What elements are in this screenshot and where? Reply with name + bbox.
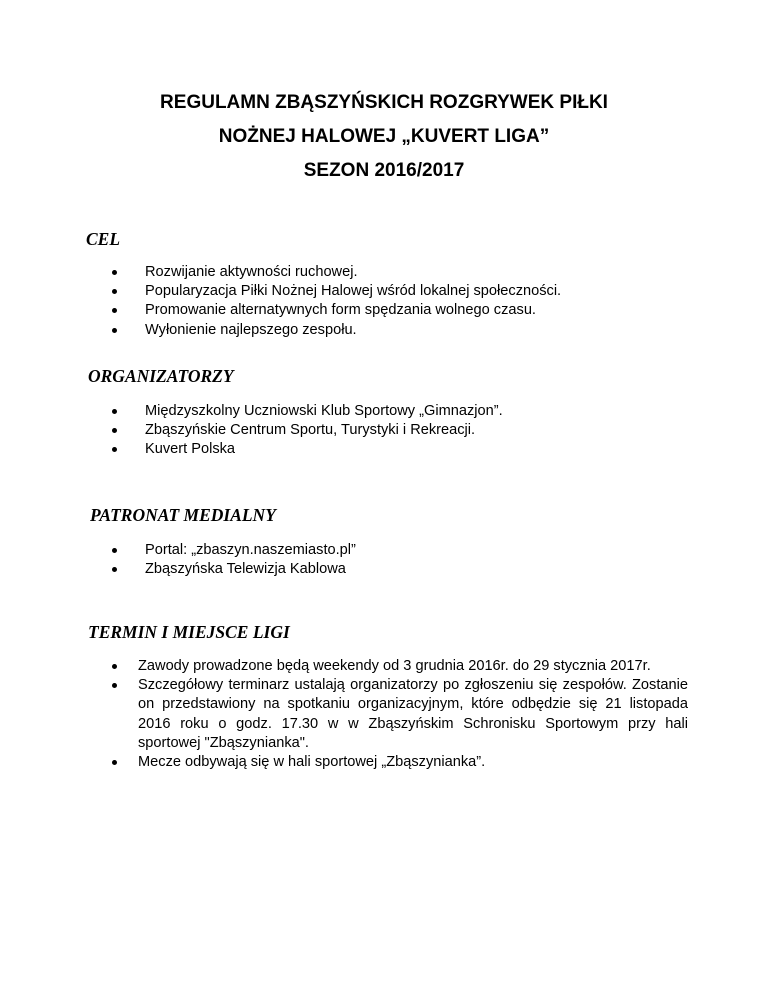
list-item: Szczegółowy terminarz ustalają organizatorzy po zgłoszeniu się zespołów. Zostanie on przedstawiony na spotkaniu organizacyjnym, które odbędzie się 21 listopada 2016 roku o godz. 17.30 w w Zbąszyńskim Schronisku Sportowym przy hali sportowej "Zbąszynianka". xyxy=(112,676,688,753)
bullet-icon xyxy=(112,270,117,275)
section-heading-organizatorzy: ORGANIZATORZY xyxy=(88,366,234,386)
list-item: Promowanie alternatywnych form spędzania wolnego czasu. xyxy=(112,301,672,320)
section-heading-termin-i-miejsce-ligi: TERMIN I MIEJSCE LIGI xyxy=(88,622,290,642)
patronat-list xyxy=(112,541,672,579)
list-item: Międzyszkolny Uczniowski Klub Sportowy „Gimnazjon”. xyxy=(112,402,672,421)
bullet-icon xyxy=(112,409,117,414)
cel-list xyxy=(112,263,672,340)
list-item: Popularyzacja Piłki Nożnej Halowej wśród lokalnej społeczności. xyxy=(112,282,672,301)
list-item: Portal: „zbaszyn.naszemiasto.pl” xyxy=(112,541,672,560)
bullet-icon xyxy=(112,760,117,765)
list-item: Mecze odbywają się w hali sportowej „Zbąszynianka”. xyxy=(112,753,688,772)
bullet-icon xyxy=(112,328,117,333)
document-title-line-1: REGULAMN ZBĄSZYŃSKICH ROZGRYWEK PIŁKI xyxy=(160,92,608,113)
document-title-line-2: NOŻNEJ HALOWEJ „KUVERT LIGA” xyxy=(218,126,550,147)
document-title-line-3: SEZON 2016/2017 xyxy=(303,160,465,181)
list-item: Wyłonienie najlepszego zespołu. xyxy=(112,321,672,340)
section-heading-patronat-medialny: PATRONAT MEDIALNY xyxy=(90,505,276,525)
list-item: Zbąszyńska Telewizja Kablowa xyxy=(112,560,672,579)
bullet-icon xyxy=(112,548,117,553)
section-heading-cel: CEL xyxy=(86,229,121,249)
list-item: Kuvert Polska xyxy=(112,440,672,459)
organizatorzy-list xyxy=(112,402,672,460)
bullet-icon xyxy=(112,664,117,669)
termin-list xyxy=(112,657,688,772)
list-item: Rozwijanie aktywności ruchowej. xyxy=(112,263,672,282)
list-item: Zawody prowadzone będą weekendy od 3 grudnia 2016r. do 29 stycznia 2017r. xyxy=(112,657,688,676)
list-item: Zbąszyńskie Centrum Sportu, Turystyki i Rekreacji. xyxy=(112,421,672,440)
